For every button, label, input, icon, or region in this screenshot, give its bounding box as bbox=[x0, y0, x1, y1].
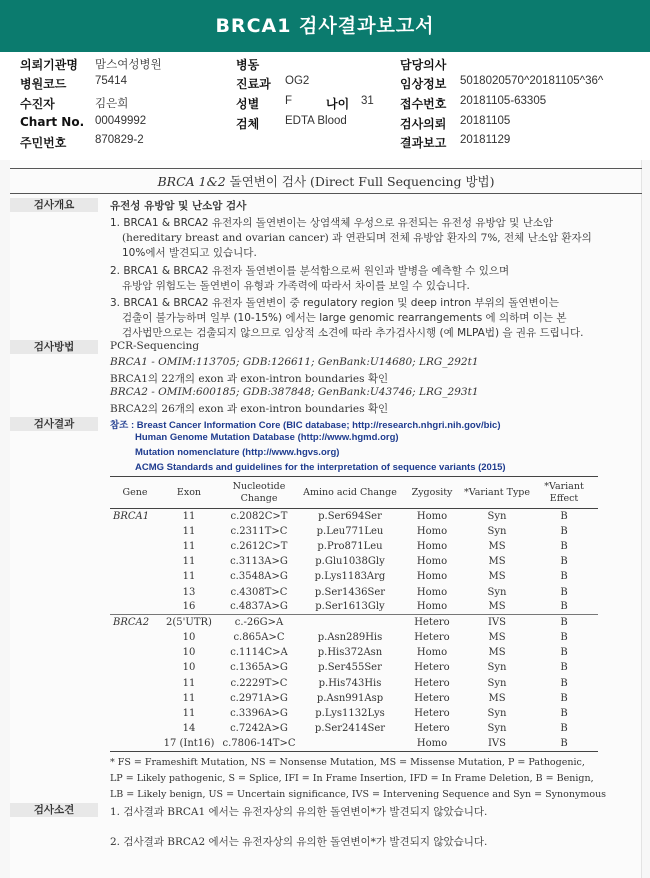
cell-amino-acid-change: p.Ser1436Ser bbox=[314, 586, 386, 598]
value-request-date: 20181105 bbox=[460, 115, 511, 127]
cell-nucleotide-change: c.-26G>A bbox=[218, 615, 300, 630]
cell-amino-acid-change: p.His372Asn bbox=[317, 647, 383, 659]
label-patient: 수진자 bbox=[20, 97, 55, 111]
table-row bbox=[110, 615, 598, 630]
table-row bbox=[110, 660, 598, 675]
cell-exon: 11 bbox=[182, 540, 196, 552]
cell-variant-type: MS bbox=[488, 647, 506, 659]
overview-line: 검사법만으로는 검출되지 않으므로 임상적 소견에 따라 추가검사시행 (예 MLPA법) 을 권유 드립니다. bbox=[122, 327, 584, 339]
table-row bbox=[110, 524, 598, 539]
cell-exon: 13 bbox=[182, 586, 196, 598]
cell-variant-type: Syn bbox=[487, 708, 507, 720]
cell-amino-acid-change bbox=[300, 736, 400, 751]
cell-zygosity: Hetero bbox=[414, 632, 450, 644]
label-requesting-org: 의뢰기관명 bbox=[20, 58, 78, 72]
cell-gene bbox=[110, 584, 160, 599]
cell-nucleotide-change: c.3113A>G bbox=[230, 556, 288, 568]
cell-nucleotide-change: c.2971A>G bbox=[230, 692, 288, 704]
cell-variant-type: MS bbox=[488, 540, 506, 552]
cell-nucleotide-change: c.4837A>G bbox=[230, 601, 288, 613]
cell-nucleotide-change: c.2311T>C bbox=[230, 525, 288, 537]
section-label-overview: 검사개요 bbox=[10, 198, 98, 212]
value-requesting-org: 맘스여성병원 bbox=[95, 59, 162, 71]
cell-variant-type: MS bbox=[488, 632, 506, 644]
cell-zygosity: Homo bbox=[416, 556, 448, 568]
table-row bbox=[110, 676, 598, 691]
conclusion-line: 1. 검사결과 BRCA1 에서는 유전자상의 유의한 돌연변이*가 발견되지 않았습니다. bbox=[110, 806, 488, 818]
cell-nucleotide-change: c.3548A>G bbox=[230, 571, 288, 583]
cell-amino-acid-change: p.Ser455Ser bbox=[318, 662, 382, 674]
col-variant-effect: *Variant Effect bbox=[530, 477, 598, 509]
cell-gene bbox=[110, 630, 160, 645]
cell-zygosity: Hetero bbox=[414, 692, 450, 704]
cell-variant-type: MS bbox=[488, 571, 506, 583]
table-row bbox=[110, 600, 598, 615]
label-sex: 성별 bbox=[236, 97, 260, 111]
cell-amino-acid-change bbox=[300, 615, 400, 630]
cell-nucleotide-change: c.1114C>A bbox=[230, 647, 288, 659]
cell-amino-acid-change: p.Lys1183Arg bbox=[314, 571, 386, 583]
cell-variant-type: Syn bbox=[487, 586, 507, 598]
cell-zygosity: Hetero bbox=[400, 615, 464, 630]
cell-variant-effect: B bbox=[560, 525, 568, 537]
cell-variant-effect: B bbox=[560, 556, 568, 568]
cell-variant-type: MS bbox=[488, 556, 506, 568]
value-patient: 김은희 bbox=[95, 98, 129, 110]
cell-zygosity: Hetero bbox=[414, 677, 450, 689]
table-row bbox=[110, 736, 598, 751]
overview-title: 유전성 유방암 및 난소암 검사 bbox=[110, 200, 247, 212]
cell-amino-acid-change: p.Ser694Ser bbox=[318, 510, 382, 522]
cell-variant-type: Syn bbox=[487, 525, 507, 537]
cell-zygosity: Homo bbox=[416, 586, 448, 598]
cell-amino-acid-change: p.His743His bbox=[318, 677, 382, 689]
table-row bbox=[110, 630, 598, 645]
report-title: BRCA1 검사결과보고서 bbox=[0, 0, 650, 52]
section-label-method: 검사방법 bbox=[10, 340, 98, 354]
label-hospital-code: 병원코드 bbox=[20, 77, 67, 91]
value-hospital-code: 75414 bbox=[95, 75, 127, 87]
cell-amino-acid-change: p.Asn289His bbox=[317, 632, 383, 644]
cell-amino-acid-change: p.Lys1132Lys bbox=[315, 708, 385, 720]
cell-variant-effect: B bbox=[530, 736, 598, 751]
cell-gene: BRCA2 bbox=[110, 615, 160, 630]
value-receipt-no: 20181105-63305 bbox=[460, 95, 547, 107]
cell-variant-effect: B bbox=[560, 586, 568, 598]
cell-variant-effect: B bbox=[560, 692, 568, 704]
cell-zygosity: Homo bbox=[416, 540, 448, 552]
cell-variant-type: Syn bbox=[487, 510, 507, 522]
cell-variant-effect: B bbox=[560, 662, 568, 674]
overview-line: 1. BRCA1 & BRCA2 유전자의 돌연변이는 상염색체 우성으로 유전되는 유전성 유방암 및 난소암 bbox=[110, 217, 554, 229]
cell-exon: 11 bbox=[182, 692, 196, 704]
cell-variant-effect: B bbox=[560, 723, 568, 735]
cell-variant-type: MS bbox=[488, 601, 506, 613]
cell-variant-effect: B bbox=[560, 708, 568, 720]
label-report-date: 결과보고 bbox=[400, 136, 447, 150]
report-heading bbox=[10, 168, 642, 194]
cell-amino-acid-change: p.Pro871Leu bbox=[317, 540, 383, 552]
method-line: BRCA1의 22개의 exon 과 exon-intron boundaries 확인 bbox=[110, 373, 389, 385]
cell-exon: 11 bbox=[182, 677, 196, 689]
footnote-line: * FS = Frameshift Mutation, NS = Nonsense Mutation, MS = Missense Mutation, P = Pathogenic, bbox=[110, 757, 585, 768]
cell-variant-effect: B bbox=[530, 615, 598, 630]
cell-gene bbox=[110, 645, 160, 660]
cell-variant-type: Syn bbox=[487, 723, 507, 735]
cell-variant-type: IVS bbox=[464, 736, 530, 751]
method-line: BRCA2 - OMIM:600185; GDB:387848; GenBank:U43746; LRG_293t1 bbox=[110, 386, 479, 398]
cell-exon: 11 bbox=[182, 708, 196, 720]
cell-gene bbox=[110, 736, 160, 751]
table-row bbox=[110, 554, 598, 569]
overview-line: 검출이 불가능하며 일부 (10-15%) 에서는 large genomic rearrangements 에 의하며 이는 본 bbox=[122, 312, 567, 324]
value-resident-no: 870829-2 bbox=[95, 134, 144, 146]
cell-zygosity: Homo bbox=[416, 647, 448, 659]
cell-variant-effect: B bbox=[560, 601, 568, 613]
cell-gene bbox=[110, 539, 160, 554]
reference-line: 참조 : Breast Cancer Information Core (BIC database; http://research.nhgri.nih.gov/bic) bbox=[110, 420, 501, 431]
label-doctor: 담당의사 bbox=[400, 58, 447, 72]
cell-gene bbox=[110, 600, 160, 615]
overview-line: 유방암 위험도는 돌연변이 유형과 가족력에 따라서 차이를 보일 수 있습니다. bbox=[122, 280, 470, 292]
cell-gene bbox=[110, 524, 160, 539]
value-clinical-info: 5018020570^20181105^36^ bbox=[460, 75, 604, 87]
cell-exon: 2(5'UTR) bbox=[160, 615, 218, 630]
cell-nucleotide-change: c.1365A>G bbox=[230, 662, 288, 674]
label-clinical-info: 임상정보 bbox=[400, 77, 447, 91]
table-header-row bbox=[110, 477, 598, 509]
reference-line: Mutation nomenclature (http://www.hgvs.org) bbox=[135, 447, 340, 458]
table-row bbox=[110, 691, 598, 706]
cell-amino-acid-change: p.Ser1613Gly bbox=[315, 601, 385, 613]
cell-variant-effect: B bbox=[560, 677, 568, 689]
label-request-date: 검사의뢰 bbox=[400, 117, 447, 131]
cell-exon: 16 bbox=[182, 601, 196, 613]
label-age: 나이 bbox=[326, 97, 350, 111]
overview-line: 3. BRCA1 & BRCA2 유전자 돌연변이 중 regulatory region 및 deep intron 부위의 돌연변이는 bbox=[110, 297, 559, 309]
cell-exon: 10 bbox=[182, 662, 196, 674]
cell-gene: BRCA1 bbox=[113, 510, 150, 522]
cell-gene bbox=[110, 569, 160, 584]
col-gene: Gene bbox=[110, 477, 160, 509]
overview-line: 2. BRCA1 & BRCA2 유전자 돌연변이를 분석함으로써 원인과 발병을 예측할 수 있으며 bbox=[110, 265, 510, 277]
cell-variant-effect: B bbox=[560, 510, 568, 522]
table-row bbox=[110, 539, 598, 554]
cell-amino-acid-change: p.Asn991Asp bbox=[316, 692, 384, 704]
col-exon: Exon bbox=[160, 477, 218, 509]
cell-variant-effect: B bbox=[560, 571, 568, 583]
cell-zygosity: Homo bbox=[416, 510, 448, 522]
method-title: PCR-Sequencing bbox=[110, 340, 200, 352]
cell-variant-type: IVS bbox=[464, 615, 530, 630]
label-specimen: 검체 bbox=[236, 117, 260, 131]
cell-exon: 17 (Int16) bbox=[160, 736, 218, 751]
section-label-conclusion: 검사소견 bbox=[10, 803, 98, 817]
label-chart-no: Chart No. bbox=[20, 115, 85, 129]
cell-zygosity: Homo bbox=[400, 736, 464, 751]
patient-info bbox=[20, 56, 640, 154]
value-report-date: 20181129 bbox=[460, 134, 511, 146]
cell-exon: 11 bbox=[182, 556, 196, 568]
cell-gene bbox=[110, 554, 160, 569]
heading-italic: BRCA 1&2 bbox=[157, 174, 226, 189]
cell-nucleotide-change: c.2082C>T bbox=[230, 510, 288, 522]
cell-variant-type: MS bbox=[488, 692, 506, 704]
cell-zygosity: Homo bbox=[416, 601, 448, 613]
table-row bbox=[110, 584, 598, 599]
cell-exon: 11 bbox=[182, 525, 196, 537]
cell-gene bbox=[110, 676, 160, 691]
cell-gene bbox=[110, 660, 160, 675]
footnote-line: LB = Likely benign, US = Uncertain significance, IVS = Intervening Sequence and Syn = Synonymous bbox=[110, 789, 607, 800]
footnote-line: LP = Likely pathogenic, S = Splice, IFI = In Frame Insertion, IFD = In Frame Deletion, B = Benign, bbox=[110, 773, 594, 784]
section-label-result: 검사결과 bbox=[10, 417, 98, 431]
cell-variant-type: Syn bbox=[487, 662, 507, 674]
cell-exon: 11 bbox=[182, 571, 196, 583]
cell-zygosity: Hetero bbox=[414, 662, 450, 674]
reference-line: ACMG Standards and guidelines for the interpretation of sequence variants (2015) bbox=[135, 462, 506, 473]
table-row bbox=[110, 569, 598, 584]
col-zygosity: Zygosity bbox=[400, 477, 464, 509]
cell-variant-type: Syn bbox=[487, 677, 507, 689]
overview-line: (hereditary breast and ovarian cancer) 과 연관되며 전체 유방암 환자의 7%, 전체 난소암 환자의 bbox=[122, 232, 592, 244]
cell-variant-effect: B bbox=[560, 540, 568, 552]
cell-nucleotide-change: c.3396A>G bbox=[230, 708, 288, 720]
label-resident-no: 주민번호 bbox=[20, 136, 67, 150]
cell-amino-acid-change: p.Ser2414Ser bbox=[314, 723, 386, 735]
value-sex: F bbox=[285, 95, 293, 107]
cell-gene bbox=[110, 721, 160, 736]
method-line: BRCA2의 26개의 exon 과 exon-intron boundaries 확인 bbox=[110, 403, 389, 415]
col-variant-type: *Variant Type bbox=[464, 477, 530, 509]
col-nucleotide-change: Nucleotide Change bbox=[218, 477, 300, 509]
table-row bbox=[110, 721, 598, 736]
cell-zygosity: Homo bbox=[416, 571, 448, 583]
label-department: 진료과 bbox=[236, 77, 271, 91]
cell-variant-effect: B bbox=[560, 647, 568, 659]
cell-zygosity: Hetero bbox=[414, 723, 450, 735]
overview-line: 10%에서 발견되고 있습니다. bbox=[122, 247, 257, 259]
cell-gene bbox=[110, 691, 160, 706]
method-line: BRCA1 - OMIM:113705; GDB:126611; GenBank:U14680; LRG_292t1 bbox=[110, 356, 479, 368]
cell-exon: 10 bbox=[182, 647, 196, 659]
value-age: 31 bbox=[361, 95, 374, 107]
cell-gene bbox=[110, 706, 160, 721]
value-department: OG2 bbox=[285, 75, 310, 87]
label-ward: 병동 bbox=[236, 58, 260, 72]
cell-nucleotide-change: c.7806-14T>C bbox=[218, 736, 300, 751]
conclusion-line: 2. 검사결과 BRCA2 에서는 유전자상의 유의한 돌연변이*가 발견되지 않았습니다. bbox=[110, 836, 488, 848]
cell-nucleotide-change: c.7242A>G bbox=[230, 723, 288, 735]
reference-line: Human Genome Mutation Database (http://www.hgmd.org) bbox=[135, 432, 399, 443]
cell-exon: 10 bbox=[182, 632, 196, 644]
cell-nucleotide-change: c.865A>C bbox=[233, 632, 285, 644]
col-amino-acid-change: Amino acid Change bbox=[300, 477, 400, 509]
cell-amino-acid-change: p.Leu771Leu bbox=[316, 525, 384, 537]
cell-amino-acid-change: p.Glu1038Gly bbox=[315, 556, 385, 568]
cell-zygosity: Hetero bbox=[414, 708, 450, 720]
table-row bbox=[110, 509, 598, 524]
cell-variant-effect: B bbox=[560, 632, 568, 644]
cell-exon: 11 bbox=[182, 510, 196, 522]
table-row bbox=[110, 706, 598, 721]
cell-zygosity: Homo bbox=[416, 525, 448, 537]
label-receipt-no: 접수번호 bbox=[400, 97, 447, 111]
value-specimen: EDTA Blood bbox=[285, 115, 347, 127]
cell-exon: 14 bbox=[182, 723, 196, 735]
heading-rest: 돌연변이 검사 (Direct Full Sequencing 방법) bbox=[225, 174, 495, 189]
value-chart-no: 00049992 bbox=[95, 115, 147, 127]
variant-table bbox=[110, 476, 598, 752]
cell-nucleotide-change: c.2612C>T bbox=[230, 540, 288, 552]
cell-nucleotide-change: c.2229T>C bbox=[230, 677, 288, 689]
cell-nucleotide-change: c.4308T>C bbox=[230, 586, 288, 598]
table-row bbox=[110, 645, 598, 660]
